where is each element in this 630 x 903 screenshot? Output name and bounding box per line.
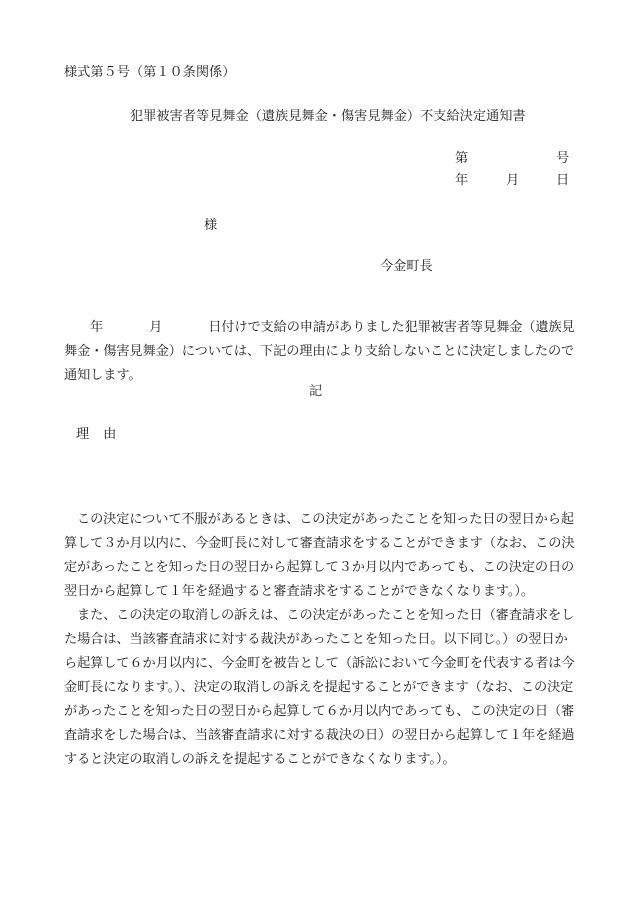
appeal-paragraph: この決定について不服があるときは、この決定があったことを知った日の翌日から起算して３か月以内に、今金町長に対して審査請求をすることができます（なお、この決定があったことを知った日の翌日から起算して３か月以内であっても、この決定の日の翌日から起算して１年を経過すると審査請求をすることができなくなります。）。 [64, 512, 575, 599]
document-number-suffix: 号 [556, 151, 570, 166]
document-title: 犯罪被害者等見舞金（遺族見舞金・傷害見舞金）不支給決定通知書 [130, 109, 526, 124]
date-day-label: 日 [556, 173, 570, 188]
notice-body [64, 508, 580, 772]
addressee-honorific: 様 [204, 218, 218, 233]
ki-heading: 記 [309, 384, 323, 399]
lawsuit-paragraph: また、この決定の取消しの訴えは、この決定があったことを知った日（審査請求をした場合は、当該審査請求に対する裁決があったことを知った日。以下同じ。）の翌日から起算して６か月以内に、今金町を被告として（訴訟において今金町を代表する者は今金町長になります。）、決定の取消しの訴えを提起することができます（なお、この決定があったことを知った日の翌日から起算して６か月以内であっても、この決定の日（審査請求をした場合は、当該審査請求に対する裁決の日）の翌日から起算して１年を経過すると決定の取消しの訴えを提起することができなくなります。）。 [64, 608, 575, 767]
intro-month-label: 月 [149, 320, 163, 335]
issuer-name: 今金町長 [380, 259, 433, 274]
date-year-label: 年 [455, 173, 469, 188]
intro-year-label: 年 [90, 320, 104, 335]
document-number-prefix: 第 [455, 151, 469, 166]
reason-heading: 理由 [76, 427, 131, 442]
intro-paragraph [64, 316, 580, 388]
form-number-label: 様式第５号（第１０条関係） [64, 65, 236, 80]
intro-text: 日付けで支給の申請がありました犯罪被害者等見舞金（遺族見舞金・傷害見舞金）については、下記の理由により支給しないことに決定しましたので通知します。 [64, 320, 575, 383]
date-month-label: 月 [506, 173, 520, 188]
